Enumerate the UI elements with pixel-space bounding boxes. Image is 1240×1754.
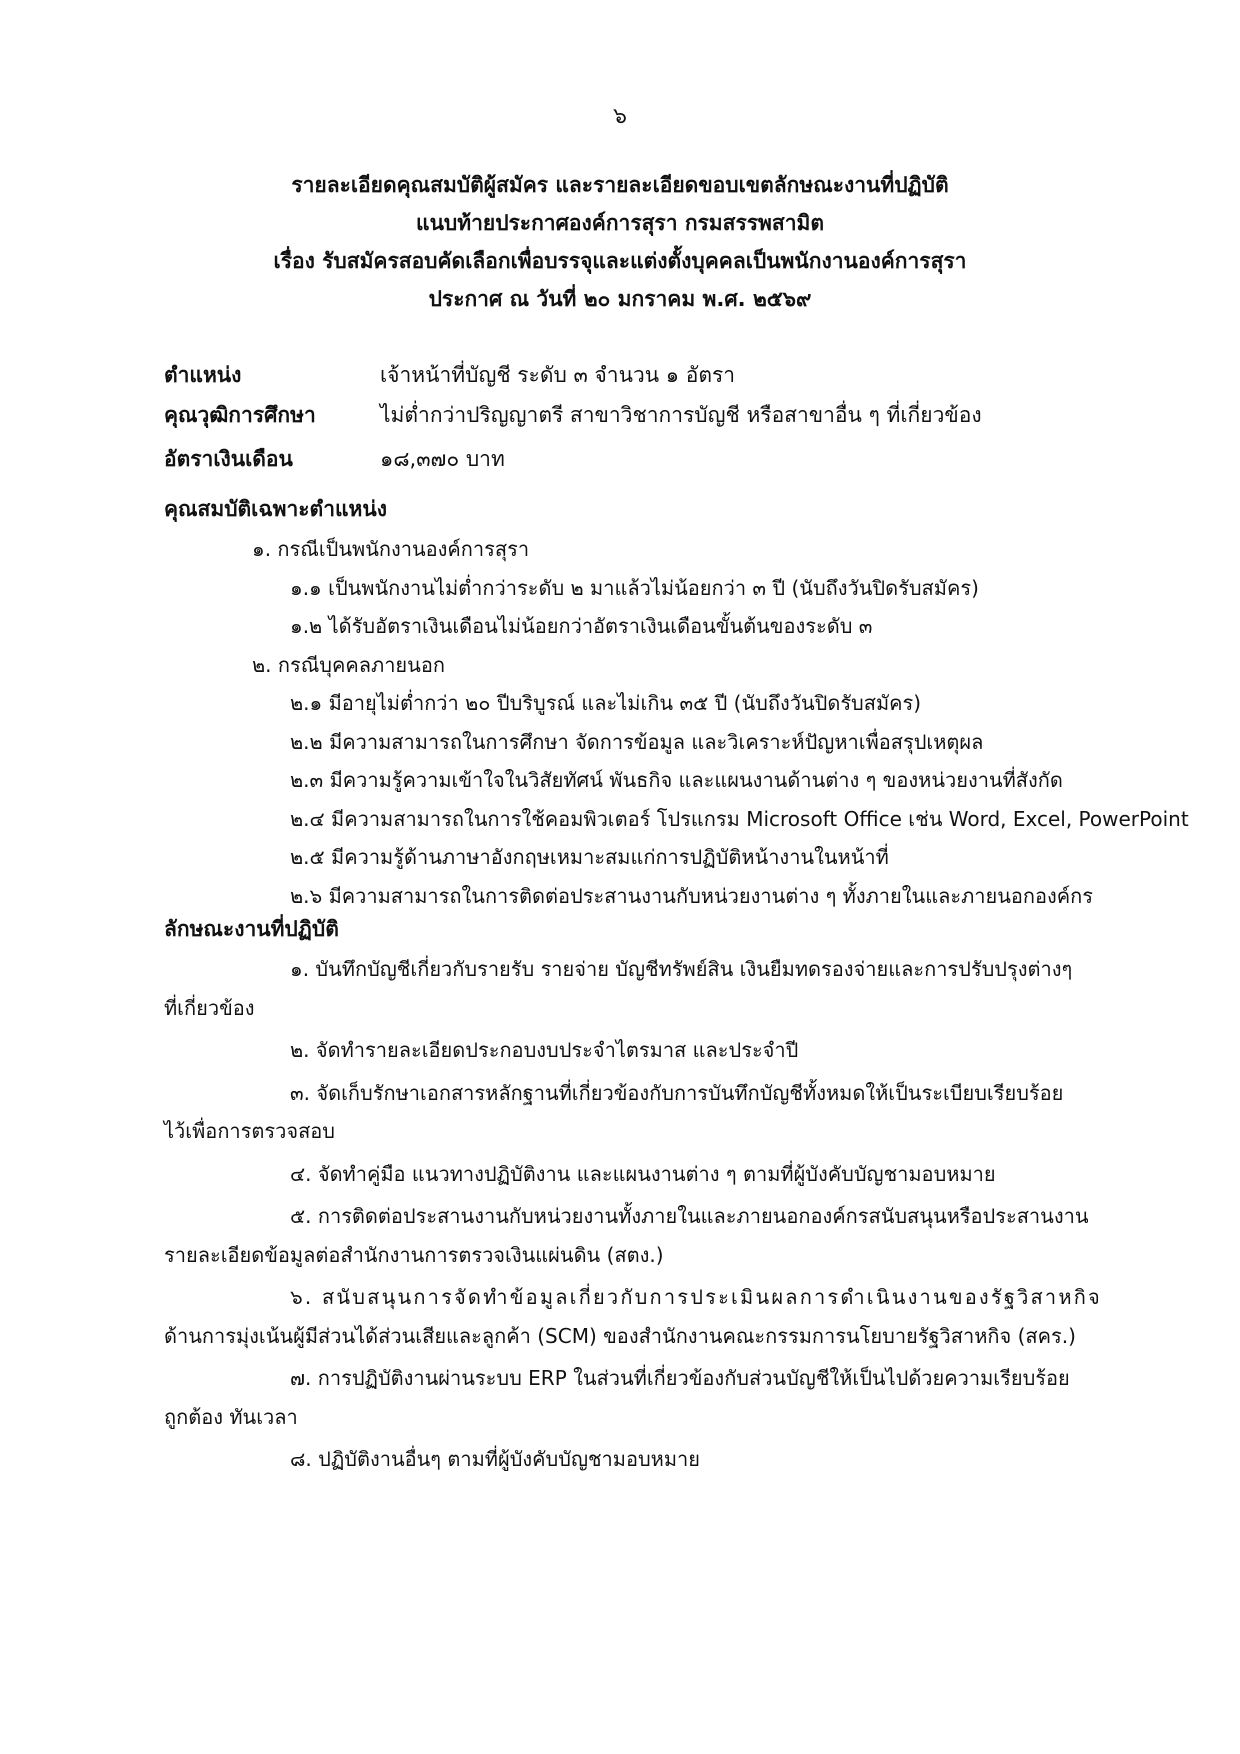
qualification-item: ๒.๔ มีความสามารถในการใช้คอมพิวเตอร์ โปรแกรม Microsoft Office เช่น Word, Excel, PowerPoint: [290, 806, 1189, 831]
qualification-item: ๒.๕ มีความรู้ด้านภาษาอังกฤษเหมาะสมแก่การปฏิบัติหน้างานในหน้าที่: [290, 845, 889, 869]
duty-item: [164, 1197, 1164, 1274]
qualification-item: ๒.๖ มีความสามารถในการติดต่อประสานงานกับหน่วยงานต่าง ๆ ทั้งภายในและภายนอกองค์กร: [290, 883, 1094, 908]
position-row: [164, 356, 1164, 394]
duty-text: ๔. จัดทำคู่มือ แนวทางปฏิบัติงาน และแผนงานต่าง ๆ ตามที่ผู้บังคับบัญชามอบหมาย: [290, 1161, 996, 1186]
duty-continuation: ถูกต้อง ทันเวลา: [164, 1404, 298, 1429]
duty-item: [164, 1074, 1164, 1151]
header-announcement-date: ประกาศ ณ วันที่ ๒๐ มกราคม พ.ศ. ๒๕๖๙: [428, 287, 812, 311]
duty-continuation: ที่เกี่ยวข้อง: [164, 995, 255, 1020]
qualifications-heading: คุณสมบัติเฉพาะตำแหน่ง: [164, 497, 387, 521]
qualification-item: ๑.๑ เป็นพนักงานไม่ต่ำกว่าระดับ ๒ มาแล้วไม่น้อยกว่า ๓ ปี (นับถึงวันปิดรับสมัคร): [290, 575, 979, 600]
duty-text: ๘. ปฏิบัติงานอื่นๆ ตามที่ผู้บังคับบัญชามอบหมาย: [290, 1447, 700, 1471]
duty-continuation: รายละเอียดข้อมูลต่อสำนักงานการตรวจเงินแผ่นดิน (สตง.): [164, 1242, 664, 1267]
education-row: [164, 396, 1164, 434]
salary-value: ๑๘,๓๗๐ บาท: [380, 447, 505, 471]
header-title-line-2: แนบท้ายประกาศองค์การสุรา กรมสรรพสามิต: [416, 211, 824, 235]
duty-item: [164, 1359, 1164, 1436]
duty-item: [164, 1155, 1164, 1194]
duty-item: [164, 1440, 1164, 1479]
duty-text: ๖. สนับสนุนการจัดทำข้อมูลเกี่ยวกับการประเมินผลการดำเนินงานของรัฐวิสาหกิจ: [290, 1285, 1102, 1309]
duty-text: ๗. การปฏิบัติงานผ่านระบบ ERP ในส่วนที่เกี่ยวข้องกับส่วนบัญชีให้เป็นไปด้วยความเรียบร้อย: [290, 1366, 1070, 1390]
header-title-line-3: เรื่อง รับสมัครสอบคัดเลือกเพื่อบรรจุและแต่งตั้งบุคคลเป็นพนักงานองค์การสุรา: [273, 249, 967, 273]
salary-row: [164, 440, 1164, 478]
position-value: เจ้าหน้าที่บัญชี ระดับ ๓ จำนวน ๑ อัตรา: [380, 363, 736, 387]
duty-item: [164, 1278, 1164, 1355]
salary-label: อัตราเงินเดือน: [164, 447, 293, 471]
duty-continuation: ด้านการมุ่งเน้นผู้มีส่วนได้ส่วนเสียและลูกค้า (SCM) ของสำนักงานคณะกรรมการนโยบายรัฐวิสาหกิจ (สคร.): [164, 1323, 1076, 1348]
qualification-group-title: ๑. กรณีเป็นพนักงานองค์การสุรา: [252, 537, 530, 561]
duties-heading: ลักษณะงานที่ปฏิบัติ: [164, 917, 339, 941]
qualification-item: ๒.๓ มีความรู้ความเข้าใจในวิสัยทัศน์ พันธกิจ และแผนงานด้านต่าง ๆ ของหน่วยงานที่สังกัด: [290, 768, 1063, 792]
page-number: ๖: [613, 104, 627, 129]
qualification-item: ๑.๒ ได้รับอัตราเงินเดือนไม่น้อยกว่าอัตราเงินเดือนขั้นต้นของระดับ ๓: [290, 614, 873, 638]
header-title-line-1: รายละเอียดคุณสมบัติผู้สมัคร และรายละเอียดขอบเขตลักษณะงานที่ปฏิบัติ: [291, 173, 949, 197]
duty-text: ๓. จัดเก็บรักษาเอกสารหลักฐานที่เกี่ยวข้องกับการบันทึกบัญชีทั้งหมดให้เป็นระเบียบเรียบร้อย: [290, 1080, 1064, 1105]
duty-text: ๕. การติดต่อประสานงานกับหน่วยงานทั้งภายในและภายนอกองค์กรสนับสนุนหรือประสานงาน: [290, 1204, 1089, 1228]
education-value: ไม่ต่ำกว่าปริญญาตรี สาขาวิชาการบัญชี หรือสาขาอื่น ๆ ที่เกี่ยวข้อง: [380, 403, 982, 427]
duties-list: [164, 950, 1164, 1483]
duty-text: ๑. บันทึกบัญชีเกี่ยวกับรายรับ รายจ่าย บัญชีทรัพย์สิน เงินยืมทดรองจ่ายและการปรับปรุงต่างๆ: [290, 957, 1073, 981]
qualification-item: ๒.๒ มีความสามารถในการศึกษา จัดการข้อมูล และวิเคราะห์ปัญหาเพื่อสรุปเหตุผล: [290, 729, 984, 754]
position-label: ตำแหน่ง: [164, 363, 242, 387]
duty-continuation: ไว้เพื่อการตรวจสอบ: [164, 1119, 335, 1143]
qualification-item: ๒.๑ มีอายุไม่ต่ำกว่า ๒๐ ปีบริบูรณ์ และไม่เกิน ๓๕ ปี (นับถึงวันปิดรับสมัคร): [290, 691, 922, 715]
education-label: คุณวุฒิการศึกษา: [164, 403, 316, 427]
duty-item: [164, 1031, 1164, 1070]
duty-text: ๒. จัดทำรายละเอียดประกอบงบประจำไตรมาส และประจำปี: [290, 1038, 799, 1062]
document-header: [0, 166, 1240, 318]
duty-item: [164, 950, 1164, 1027]
qualification-group-title: ๒. กรณีบุคคลภายนอก: [252, 652, 445, 677]
position-info: [164, 356, 1164, 478]
qualifications-list: [164, 530, 1189, 915]
